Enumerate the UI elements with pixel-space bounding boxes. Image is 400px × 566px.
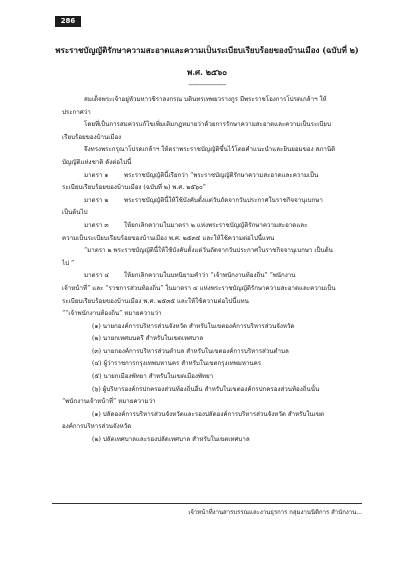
section-4-cont: ระเบียบเรียบร้อยของบ้านเมือง พ.ศ. ๒๕๓๕ และให้ใช้ความต่อไปนี้แทน <box>62 297 249 305</box>
footer-divider <box>52 503 362 504</box>
definition-item: (๑) ปลัดองค์การบริหารส่วนจังหวัดและรองปลัดองค์การบริหารส่วนจังหวัด สำหรับในเขต <box>92 410 325 418</box>
section-1 <box>62 170 362 183</box>
section-3-cont: ความเป็นระเบียบเรียบร้อยของบ้านเมือง พ.ศ. ๒๕๓๕ และให้ใช้ความต่อไปนี้แทน <box>62 234 275 242</box>
section-4-cont: เจ้าหน้าที่” และ “ราชการส่วนท้องถิ่น” ในมาตรา ๔ แห่งพระราชบัญญัติรักษาความสะอาดและความเป็น <box>62 284 336 292</box>
section-3-quote-cont: ไป ” <box>62 259 75 267</box>
document-title: พระราชบัญญัติรักษาความสะอาดและความเป็นระเบียบเรียบร้อยของบ้านเมือง (ฉบับที่ ๒) <box>55 45 359 55</box>
preamble-line: ประกาศว่า <box>62 108 91 116</box>
section-number: มาตรา ๓ <box>84 221 109 229</box>
section-2-cont: เป็นต้นไป <box>62 209 88 217</box>
definition-item: (๕) นายกเมืองพัทยา สำหรับในเขตเมืองพัทยา <box>92 373 214 381</box>
enactment-line: จึงทรงพระกรุณาโปรดเกล้าฯ ให้ตราพระราชบัญญัติขึ้นไว้โดยคำแนะนำและยินยอมของ สภานิติ <box>84 146 336 154</box>
definition-item-cont: องค์การบริหารส่วนจังหวัด <box>62 423 132 431</box>
document-subtitle: พ.ศ. ๒๕๖๐ <box>187 67 227 77</box>
definition-heading: “พนักงานเจ้าหน้าที่” หมายความว่า <box>62 398 156 406</box>
definition-item: (๔) ผู้ว่าราชการกรุงเทพมหานคร สำหรับในเขตกรุงเทพมหานคร <box>92 360 262 368</box>
section-1-cont: ระเบียบเรียบร้อยของบ้านเมือง (ฉบับที่ ๒) พ.ศ. ๒๕๖๐” <box>62 184 206 192</box>
section-text: ให้ยกเลิกความในบทนิยามคำว่า “เจ้าพนักงานท้องถิ่น” “พนักงาน <box>124 272 296 280</box>
definition-item: (๓) นายกองค์การบริหารส่วนตำบล สำหรับในเขตองค์การบริหารส่วนตำบล <box>92 347 289 355</box>
definition-item: (๖) ผู้บริหารองค์กรปกครองส่วนท้องถิ่นอื่น สำหรับในเขตองค์กรปกครองส่วนท้องถิ่นนั้น <box>92 385 320 393</box>
reason-line: โดยที่เป็นการสมควรแก้ไขเพิ่มเติมกฎหมายว่าด้วยการรักษาความสะอาดและความเป็นระเบียบ <box>84 121 331 129</box>
section-2 <box>62 195 362 208</box>
section-text: ให้ยกเลิกความในมาตรา ๒ แห่งพระราชบัญญัติรักษาความสะอาดและ <box>124 221 308 229</box>
section-text: พระราชบัญญัตินี้เรียกว่า “พระราชบัญญัติรักษาความสะอาดและความเป็น <box>124 171 319 179</box>
definition-heading: ““เจ้าพนักงานท้องถิ่น” หมายความว่า <box>62 310 162 318</box>
definition-item: (๒) นายกเทศมนตรี สำหรับในเขตเทศบาล <box>92 335 204 343</box>
section-number: มาตรา ๒ <box>84 196 109 204</box>
definition-item: (๑) นายกองค์การบริหารส่วนจังหวัด สำหรับในเขตองค์การบริหารส่วนจังหวัด <box>92 322 295 330</box>
definition-item: (๒) ปลัดเทศบาลและรองปลัดเทศบาล สำหรับในเขตเทศบาล <box>92 436 250 444</box>
page-number: 286 <box>55 16 81 27</box>
section-number: มาตรา ๔ <box>84 272 110 280</box>
section-3-quote: “มาตรา ๒ พระราชบัญญัตินี้ให้ใช้บังคับตั้งแต่วันถัดจากวันประกาศในราชกิจจานุเบกษา เป็นต้น <box>84 247 333 255</box>
section-text: พระราชบัญญัตินี้ให้ใช้บังคับตั้งแต่วันถัดจากวันประกาศในราชกิจจานุเบกษา <box>124 196 323 204</box>
section-4 <box>62 270 362 283</box>
reason-line: เรียบร้อยของบ้านเมือง <box>62 133 122 141</box>
preamble-line: สมเด็จพระเจ้าอยู่หัวมหาวชิราลงกรณ บดินทรเทพยวรางกูร มีพระราชโองการโปรดเกล้าฯ ให้ <box>84 96 327 103</box>
section-3 <box>62 220 362 233</box>
enactment-line: บัญญัติแห่งชาติ ดังต่อไปนี้ <box>62 158 132 166</box>
title-divider: -------------------- <box>188 81 226 89</box>
document-body <box>62 94 362 447</box>
page-footer: เจ้าหน้าที่งานสารบรรณและงานธุรการ กลุ่มงานนิติการ สำนักงาน... <box>188 509 362 516</box>
section-number: มาตรา ๑ <box>84 171 109 179</box>
